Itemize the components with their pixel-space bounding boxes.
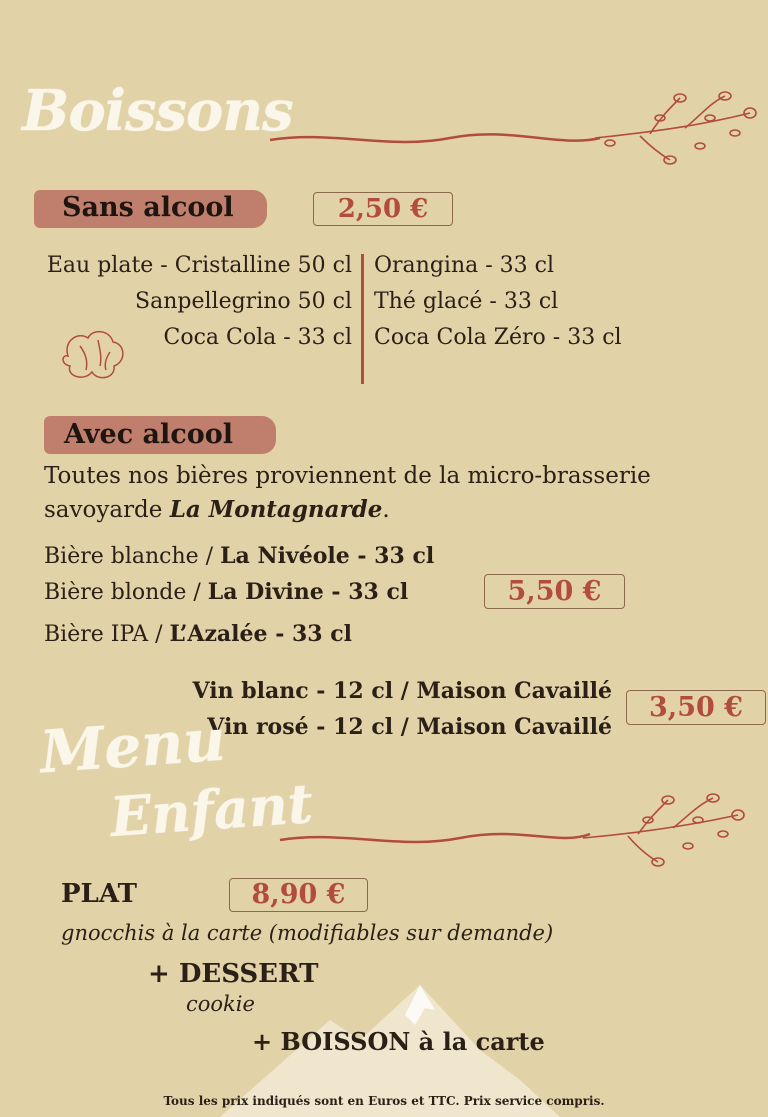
drink-item: Eau plate - Cristalline 50 cl (46, 253, 352, 278)
drink-item: Orangina - 33 cl (374, 253, 555, 278)
floral-branch-icon (590, 88, 760, 173)
drink-item: Coca Cola - 33 cl (163, 325, 352, 350)
floral-branch-icon (578, 790, 748, 875)
beer-intro-suffix: . (382, 497, 390, 523)
beer-name: La Nivéole - 33 cl (220, 543, 435, 569)
cotton-flower-icon (58, 326, 128, 384)
wavy-line-icon (280, 818, 590, 858)
drink-item: Sanpellegrino 50 cl (135, 289, 352, 314)
beer-item (44, 619, 352, 650)
drink-item: Coca Cola Zéro - 33 cl (374, 325, 622, 350)
plat-label: PLAT (61, 879, 137, 909)
boisson-label: + BOISSON à la carte (252, 1027, 545, 1056)
beer-type: Bière blonde / (44, 580, 208, 605)
beer-type: Bière blanche / (44, 544, 221, 569)
sans-alcool-price: 2,50 € (313, 192, 453, 226)
wavy-line-icon (270, 120, 600, 160)
beer-name: La Divine - 33 cl (207, 579, 409, 605)
beer-intro-prefix: savoyarde (44, 497, 170, 523)
menu-enfant-price: 8,90 € (229, 878, 368, 912)
dessert-description: cookie (186, 992, 255, 1016)
beer-type: Bière IPA / (44, 622, 170, 647)
footer-note: Tous les prix indiqués sont en Euros et TTC. Prix service compris. (163, 1094, 605, 1108)
boissons-title: Boissons (22, 78, 293, 144)
sans-alcool-right-column (374, 252, 764, 360)
beer-name: L’Azalée - 33 cl (169, 621, 353, 647)
wine-item: Vin rosé - 12 cl / Maison Cavaillé (207, 714, 612, 740)
wine-price: 3,50 € (626, 690, 766, 725)
sans-alcool-heading: Sans alcool (34, 190, 267, 228)
menu-enfant-title-line1: Menu (37, 705, 228, 787)
brewery-name: La Montagnarde (169, 496, 383, 523)
menu-enfant-title-line2: Enfant (108, 771, 315, 849)
dessert-label: + DESSERT (148, 959, 319, 989)
beer-price: 5,50 € (484, 574, 625, 609)
drink-item: Thé glacé - 33 cl (374, 289, 559, 314)
beer-intro-line1: Toutes nos bières proviennent de la micro-brasserie (44, 463, 651, 489)
column-divider (361, 254, 364, 384)
beer-intro-line2 (44, 494, 390, 526)
beer-item (44, 541, 434, 572)
avec-alcool-heading: Avec alcool (44, 416, 276, 454)
beer-item (44, 577, 408, 608)
wine-item: Vin blanc - 12 cl / Maison Cavaillé (192, 678, 612, 704)
plat-description: gnocchis à la carte (modifiables sur demande) (61, 921, 554, 945)
